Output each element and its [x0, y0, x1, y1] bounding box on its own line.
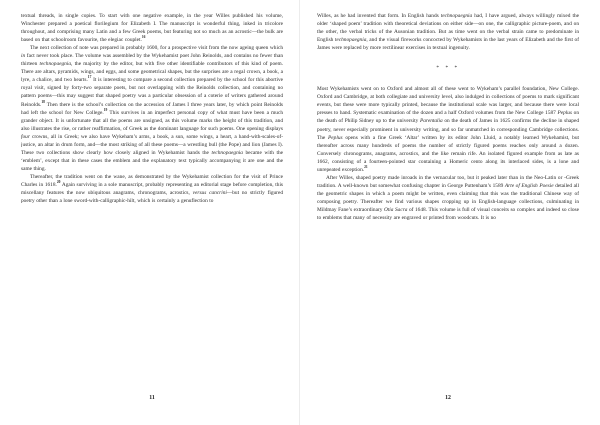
text-run: This survives in an imperfect personal copy of what must have been a much grander object. It is unfortunate that all the poems are unsigned, as this volume marks the height of this tradition, and also illustrates the rise, or rather reaffirmation, of Greek as the dominant language for such poems. One opening displays: [21, 109, 283, 132]
italic-run: Arte of English Poesie: [504, 182, 554, 189]
left-page-text: [21, 12, 283, 205]
text-run: Willes, as he had invented that form. In English hands: [317, 13, 441, 19]
text-run: of 1648. This volume is full of visual conceits so complex and indeed so close to emblems that many of necessity are engraved or printed from woodcuts. It is no: [317, 206, 579, 222]
footnote-marker: 19: [103, 107, 108, 112]
left-page: [21, 12, 283, 422]
right-page-text: [317, 12, 579, 222]
text-run: , and the visual fireworks concocted by Wykehamists in the last years of Elizabeth and the first of James were replaced by more rectilinear exercises in textual ingenuity.: [317, 37, 579, 52]
page-number: 11: [149, 395, 155, 401]
paragraph: [317, 12, 579, 52]
text-run: textual threads, in single copies. To start with one negative example, in the year Willes published his volume, Winchester prepared a poetical florilegium for Elizabeth I. The manuscript is wonderful thing, inked in tricolore throughout, and comprising many Latin and a few Greek poems, but featuring not so much as an acrostic—the bulk are based on that schoolroom favourite, the elegiac couplet.: [21, 13, 283, 44]
paragraph: [21, 12, 283, 44]
paragraph: [317, 174, 579, 222]
text-run: opens with a fine Greek ‘Altar’ written by its editor John Lluid, a notably learned Wykehamist, but thereafter across many hundreds of poems the number of strictly figured poems reaches only around a dozen. Conversely chronograms, anagrams, acrostics, and the like remain rife. An isolated figured example from as late as 1662, consisting of a fourteen-pointed star containing a Homeric cento along its interlaced sides, is a lone and unrepeated exception.: [317, 134, 579, 173]
text-run: fact never took place. The volume was assembled by the Wykehamist poet John Reinolds, and contains no fewer than thirteen: [21, 53, 283, 68]
text-run: It is interesting to compare a second collection prepared by the school for this abortive royal visit, signed by forty-two separate poets, but not overlapping with the Reinolds collection, and containing no pattern poems—this may suggest that shaped poetry was a particular obsession of a coterie of writers gathered around Reinolds.: [21, 77, 283, 108]
gutter-divider: [299, 0, 300, 425]
text-run: became with the ‘emblem’, except that in these cases the emblem and the explanatory text typically accompanying it are one and the same thing.: [21, 149, 283, 172]
footnote-marker: 20: [56, 180, 61, 185]
footnote-marker: 21: [364, 164, 368, 169]
italic-run: technopaegnia: [440, 13, 473, 19]
paragraph: [317, 85, 579, 174]
paragraph: [21, 173, 283, 205]
text-run: Again surviving in a sole manuscript, probably representing an editorial stage before completion, this miscellany features the now ubiquitous anagrams, chronograms, acrostics,: [21, 181, 283, 197]
italic-run: technopaegnia: [39, 61, 72, 68]
text-run: Most Wykehamists went on to Oxford and almost all of these went to Wykeham’s parallel foundation, New College. Oxford and Cambridge, at both collegiate and university level, also indulged in collections of poems to mark significant events, but these were more typically printed, because the institutional scale was larger, and because there were local presses to hand. Systematic examination of the dozen and a half Oxford volumes from the New College 1587: [317, 86, 579, 117]
italic-run: Peplus: [328, 134, 343, 141]
italic-run: Parentalia: [420, 118, 443, 125]
page-number: 12: [445, 395, 451, 401]
text-run: detailed all the geometric shapes in which a poem might be written, even claiming that this was the traditional Chinese way of composing poetry. Thereafter we find various shapes cropping up in English-language collections, culminating in Mildmay Fane’s extraordinary: [317, 182, 579, 213]
text-run: , the majority by the editor, but with five other identifiable contributors of this kind of poem. There are altars, pyramids, wings, and eggs, and some geometrical shapes, but the surprises are a regal crown, a book, a lyre, a chalice, and two hearts.: [21, 61, 283, 84]
text-run: —but no strictly figured poetry other than a lone sword-with-calligraphic-hilt, which is certainly a genuflection to: [21, 190, 283, 205]
text-run: The next collection of note was prepared in probably 1600, for a prospective visit from the now ageing queen which: [30, 45, 283, 52]
footnote-marker: 18: [41, 99, 45, 104]
italic-run: technopaegnia: [211, 149, 243, 156]
italic-run: four: [21, 133, 30, 140]
text-run: crowns, all in Greek; we also have Wykeham’s arms, a book, a sun, some wings, a heart, a hand-with-scales-of-justice, an altar in drum form, and—the most striking of all these poems—a wrestling bull (the Pope) and lion (James I). These two collections show clearly how closely aligned in Wykehamist hands the: [21, 133, 283, 156]
text-run: on the death of James in 1625 confirms the decline in shaped poetry, never especially prominent in university writing, and so far unmatched in corresponding Cambridge collections. The: [317, 118, 579, 141]
italic-run: Otia Sacra: [383, 206, 408, 213]
italic-run: technopaegnia: [334, 37, 367, 44]
text-run: After Willes, shaped poetry made inroads in the vernacular too, but it peaked later than in the Neo-Latin or -Greek tradition. A well-known but somewhat confusing chapter in George Puttenham’s 1589: [317, 174, 579, 189]
italic-run: Peplus: [557, 110, 573, 117]
text-run: had, I have argued, always willingly mixed the older ‘shaped poem’ tradition with theoretical deviations on either side—on one, the calligraphic picture-poem, and on the other, the verbal tricks of the Ausonian tradition. But as time went on the verbal strain came to predominate in English: [317, 13, 579, 44]
text-run: on the death of Philip Sidney up to the university: [317, 110, 579, 125]
text-run: Then there is the school’s collection on the accession of James I three years later, by which point Reinolds had left the school for New College.: [21, 101, 283, 116]
italic-run: versus cancrini: [192, 190, 227, 197]
right-page: [317, 12, 579, 422]
footnote-marker: 17: [87, 75, 92, 80]
italic-run: in: [21, 53, 26, 60]
section-separator: * * *: [436, 65, 460, 72]
text-run: Thereafter, the tradition went on the wane, as demonstrated by the Wykehamist collection for the visit of Prince Charles in 1618.: [21, 173, 283, 188]
paragraph: [21, 44, 283, 173]
footnote-marker: 16: [141, 35, 146, 40]
